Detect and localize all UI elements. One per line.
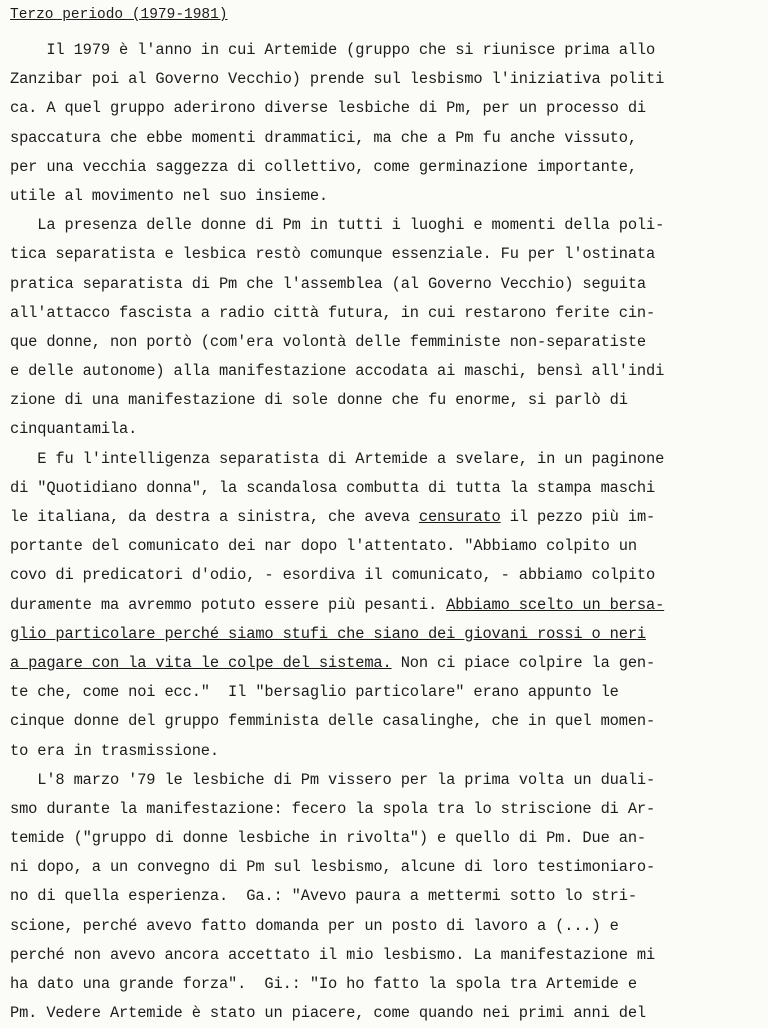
line-text: perché non avevo ancora accettato il mio lesbismo. La manifestazione mi: [10, 945, 656, 964]
line-text: ni dopo, a un convegno di Pm sul lesbismo, alcune di loro testimoniaro-: [10, 858, 656, 877]
text-line: [10, 270, 760, 299]
text-line: [10, 445, 760, 474]
text-line: [10, 357, 760, 386]
text-line: [10, 795, 760, 824]
line-text: utile al movimento nel suo insieme.: [10, 186, 329, 205]
text-line: [10, 737, 760, 766]
line-text: tica separatista e lesbica restò comunque essenziale. Fu per l'ostinata: [10, 245, 656, 264]
text-line: [10, 766, 760, 795]
text-line: [10, 649, 760, 678]
line-text: E fu l'intelligenza separatista di Artemide a svelare, in un paginone: [10, 449, 665, 468]
text-line: [10, 211, 760, 240]
line-text: La presenza delle donne di Pm in tutti i luoghi e momenti della poli-: [10, 216, 665, 235]
line-text: covo di predicatori d'odio, - esordiva il comunicato, - abbiamo colpito: [10, 566, 656, 585]
text-line: [10, 328, 760, 357]
underlined-text: Abbiamo scelto un bersa-: [446, 595, 665, 614]
text-line: [10, 824, 760, 853]
line-text: cinque donne del gruppo femminista delle casalinghe, che in quel momen-: [10, 712, 656, 731]
line-text: ha dato una grande forza". Gi.: "Io ho fatto la spola tra Artemide e: [10, 975, 637, 993]
section-heading: Terzo periodo (1979-1981): [10, 7, 228, 23]
underlined-text: glio particolare perché siamo stufi che siano dei giovani rossi o neri: [10, 624, 647, 643]
line-text: cinquantamila.: [10, 420, 138, 439]
line-text: te che, come noi ecc." Il "bersaglio particolare" erano appunto le: [10, 683, 619, 702]
text-line: [10, 386, 760, 415]
underlined-text: censurato: [418, 508, 501, 526]
line-text: portante del comunicato dei nar dopo l'attentato. "Abbiamo colpito un: [10, 537, 637, 556]
text-line: [10, 882, 760, 911]
text-line: [10, 970, 760, 999]
line-text: e delle autonome) alla manifestazione accodata ai maschi, bensì all'indi: [10, 362, 665, 381]
text-line: [10, 474, 760, 503]
text-line: [10, 561, 760, 590]
text-line: [10, 999, 760, 1028]
line-text: Non ci piace colpire la gen-: [391, 653, 656, 672]
text-line: [10, 853, 760, 882]
line-text: smo durante la manifestazione: fecero la spola tra lo striscione di Ar-: [10, 799, 656, 818]
text-line: [10, 240, 760, 269]
line-text: temide ("gruppo di donne lesbiche in rivolta") e quello di Pm. Due an-: [10, 829, 647, 848]
text-line: [10, 678, 760, 707]
underlined-text: a pagare con la vita le colpe del sistema.: [10, 653, 392, 672]
text-line: [10, 591, 760, 620]
line-text: zione di una manifestazione di sole donne che fu enorme, si parlò di: [10, 391, 628, 410]
line-text: di "Quotidiano donna", la scandalosa combutta di tutta la stampa maschi: [10, 478, 656, 497]
text-line: [10, 620, 760, 649]
text-line: [10, 153, 760, 182]
text-line: [10, 941, 760, 970]
line-text: no di quella esperienza. Ga.: "Avevo paura a mettermi sotto lo stri-: [10, 887, 637, 906]
text-line: [10, 36, 760, 65]
line-text: pratica separatista di Pm che l'assemblea (al Governo Vecchio) seguita: [10, 274, 647, 293]
line-text: all'attacco fascista a radio città futura, in cui restarono ferite cin-: [10, 303, 656, 322]
text-line: [10, 503, 760, 532]
text-line: [10, 124, 760, 153]
text-line: [10, 912, 760, 941]
text-line: [10, 182, 760, 211]
text-line: [10, 707, 760, 736]
line-text: scione, perché avevo fatto domanda per un posto di lavoro a (...) e: [10, 916, 619, 935]
line-text: spaccatura che ebbe momenti drammatici, ma che a Pm fu anche vissuto,: [10, 128, 637, 147]
body-text: [10, 36, 760, 1028]
line-text: duramente ma avremmo potuto essere più pesanti.: [10, 595, 447, 614]
line-text: le italiana, da destra a sinistra, che aveva: [10, 508, 419, 526]
text-line: [10, 299, 760, 328]
text-line: [10, 65, 760, 94]
line-text: Pm. Vedere Artemide è stato un piacere, come quando nei primi anni del: [10, 1004, 647, 1023]
line-text: ca. A quel gruppo aderirono diverse lesbiche di Pm, per un processo di: [10, 99, 647, 118]
line-text: Zanzibar poi al Governo Vecchio) prende sul lesbismo l'iniziativa politi: [10, 70, 665, 89]
line-text: per una vecchia saggezza di collettivo, come germinazione importante,: [10, 157, 637, 176]
line-text: il pezzo più im-: [500, 508, 656, 526]
line-text: to era in trasmissione.: [10, 741, 219, 760]
text-line: [10, 94, 760, 123]
text-line: [10, 415, 760, 444]
line-text: L'8 marzo '79 le lesbiche di Pm vissero per la prima volta un duali-: [10, 770, 656, 789]
line-text: que donne, non portò (com'era volontà delle femministe non-separatiste: [10, 332, 647, 351]
text-line: [10, 532, 760, 561]
line-text: Il 1979 è l'anno in cui Artemide (gruppo che si riunisce prima allo: [10, 41, 656, 59]
